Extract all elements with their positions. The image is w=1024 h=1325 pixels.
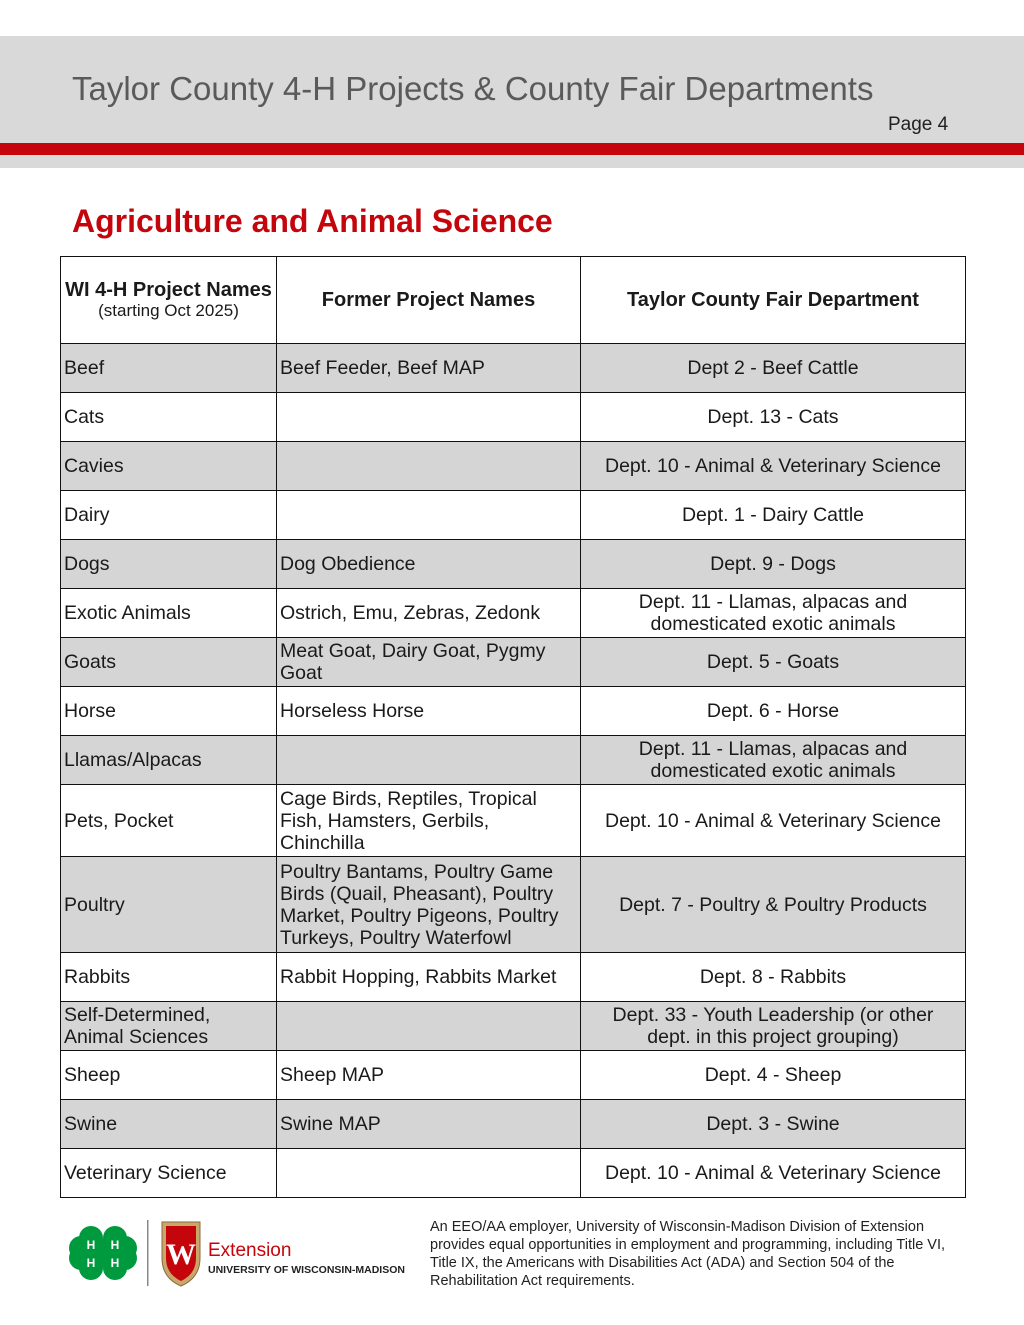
cell-project: Goats <box>61 638 277 687</box>
svg-text:H: H <box>86 1256 96 1270</box>
table-row <box>61 393 966 442</box>
table-row <box>61 687 966 736</box>
table-row <box>61 785 966 857</box>
table-row <box>61 589 966 638</box>
table-row <box>61 736 966 785</box>
page-number: Page 4 <box>888 114 949 135</box>
page-header-title: Taylor County 4-H Projects & County Fair Departments <box>72 70 874 107</box>
table-row <box>61 953 966 1002</box>
cell-department: Dept. 10 - Animal & Veterinary Science <box>581 442 966 491</box>
cell-project: Cats <box>61 393 277 442</box>
cell-former <box>277 393 581 442</box>
svg-text:H: H <box>110 1238 120 1252</box>
table-row <box>61 1149 966 1198</box>
cell-former <box>277 1002 581 1051</box>
cell-project: Veterinary Science <box>61 1149 277 1198</box>
cell-project: Poultry <box>61 857 277 953</box>
column-header-project-names-sub: (starting Oct 2025) <box>98 301 239 320</box>
table-row <box>61 638 966 687</box>
column-header-fair-department: Taylor County Fair Department <box>581 257 966 344</box>
cell-project: Dogs <box>61 540 277 589</box>
table-header-row <box>61 257 966 344</box>
logo-divider <box>147 1220 149 1286</box>
cell-former <box>277 491 581 540</box>
cell-former <box>277 736 581 785</box>
column-header-project-names <box>61 257 277 344</box>
table-row <box>61 491 966 540</box>
cell-former: Cage Birds, Reptiles, Tropical Fish, Hamsters, Gerbils, Chinchilla <box>277 785 581 857</box>
cell-former <box>277 442 581 491</box>
table-row <box>61 857 966 953</box>
cell-project: Pets, Pocket <box>61 785 277 857</box>
uw-crest-icon <box>162 1222 200 1286</box>
cell-project: Cavies <box>61 442 277 491</box>
svg-text:H: H <box>110 1256 120 1270</box>
cell-department: Dept. 10 - Animal & Veterinary Science <box>581 1149 966 1198</box>
cell-project: Beef <box>61 344 277 393</box>
cell-project: Sheep <box>61 1051 277 1100</box>
svg-text:H: H <box>86 1238 96 1252</box>
cell-department: Dept. 13 - Cats <box>581 393 966 442</box>
cell-former: Beef Feeder, Beef MAP <box>277 344 581 393</box>
table-row <box>61 1051 966 1100</box>
cell-project: Horse <box>61 687 277 736</box>
cell-project: Rabbits <box>61 953 277 1002</box>
cell-former: Ostrich, Emu, Zebras, Zedonk <box>277 589 581 638</box>
table-row <box>61 1100 966 1149</box>
cell-department: Dept. 9 - Dogs <box>581 540 966 589</box>
extension-wordmark: Extension <box>208 1240 292 1261</box>
cell-former: Sheep MAP <box>277 1051 581 1100</box>
column-header-former-names: Former Project Names <box>277 257 581 344</box>
cell-project: Llamas/Alpacas <box>61 736 277 785</box>
table-row <box>61 344 966 393</box>
cell-project: Exotic Animals <box>61 589 277 638</box>
cell-department: Dept. 6 - Horse <box>581 687 966 736</box>
cell-project: Dairy <box>61 491 277 540</box>
cell-former: Poultry Bantams, Poultry Game Birds (Quail, Pheasant), Poultry Market, Poultry Pigeons, Poultry Turkeys, Poultry Waterfowl <box>277 857 581 953</box>
cell-department: Dept. 4 - Sheep <box>581 1051 966 1100</box>
clover-4h-icon <box>69 1226 137 1280</box>
cell-department: Dept. 3 - Swine <box>581 1100 966 1149</box>
table-row <box>61 540 966 589</box>
cell-department: Dept. 11 - Llamas, alpacas and domesticated exotic animals <box>581 589 966 638</box>
cell-department: Dept. 8 - Rabbits <box>581 953 966 1002</box>
cell-former: Dog Obedience <box>277 540 581 589</box>
cell-department: Dept. 11 - Llamas, alpacas and domesticated exotic animals <box>581 736 966 785</box>
cell-former: Meat Goat, Dairy Goat, Pygmy Goat <box>277 638 581 687</box>
cell-project: Swine <box>61 1100 277 1149</box>
cell-department: Dept. 1 - Dairy Cattle <box>581 491 966 540</box>
cell-project: Self-Determined, Animal Sciences <box>61 1002 277 1051</box>
table-row <box>61 1002 966 1051</box>
cell-department: Dept 2 - Beef Cattle <box>581 344 966 393</box>
cell-department: Dept. 5 - Goats <box>581 638 966 687</box>
column-header-project-names-label: WI 4-H Project Names <box>65 279 272 301</box>
projects-table <box>60 256 966 1198</box>
footer-logos <box>66 1214 416 1290</box>
header-red-rule <box>0 143 1024 155</box>
cell-department: Dept. 10 - Animal & Veterinary Science <box>581 785 966 857</box>
cell-former <box>277 1149 581 1198</box>
cell-former: Horseless Horse <box>277 687 581 736</box>
table-row <box>61 442 966 491</box>
university-wordmark: UNIVERSITY OF WISCONSIN-MADISON <box>208 1264 405 1276</box>
cell-former: Rabbit Hopping, Rabbits Market <box>277 953 581 1002</box>
svg-text:W: W <box>166 1238 196 1271</box>
cell-former: Swine MAP <box>277 1100 581 1149</box>
footer-logo-graphic <box>66 1214 416 1290</box>
eeo-disclaimer: An EEO/AA employer, University of Wisconsin-Madison Division of Extension provides equal opportunities in employment and programming, including Title VI, Title IX, the Americans with Disabilities Act (ADA) and Section 504 of the Rehabilitation Act requirements. <box>430 1219 946 1289</box>
cell-department: Dept. 33 - Youth Leadership (or other dept. in this project grouping) <box>581 1002 966 1051</box>
section-title: Agriculture and Animal Science <box>72 203 553 239</box>
cell-department: Dept. 7 - Poultry & Poultry Products <box>581 857 966 953</box>
